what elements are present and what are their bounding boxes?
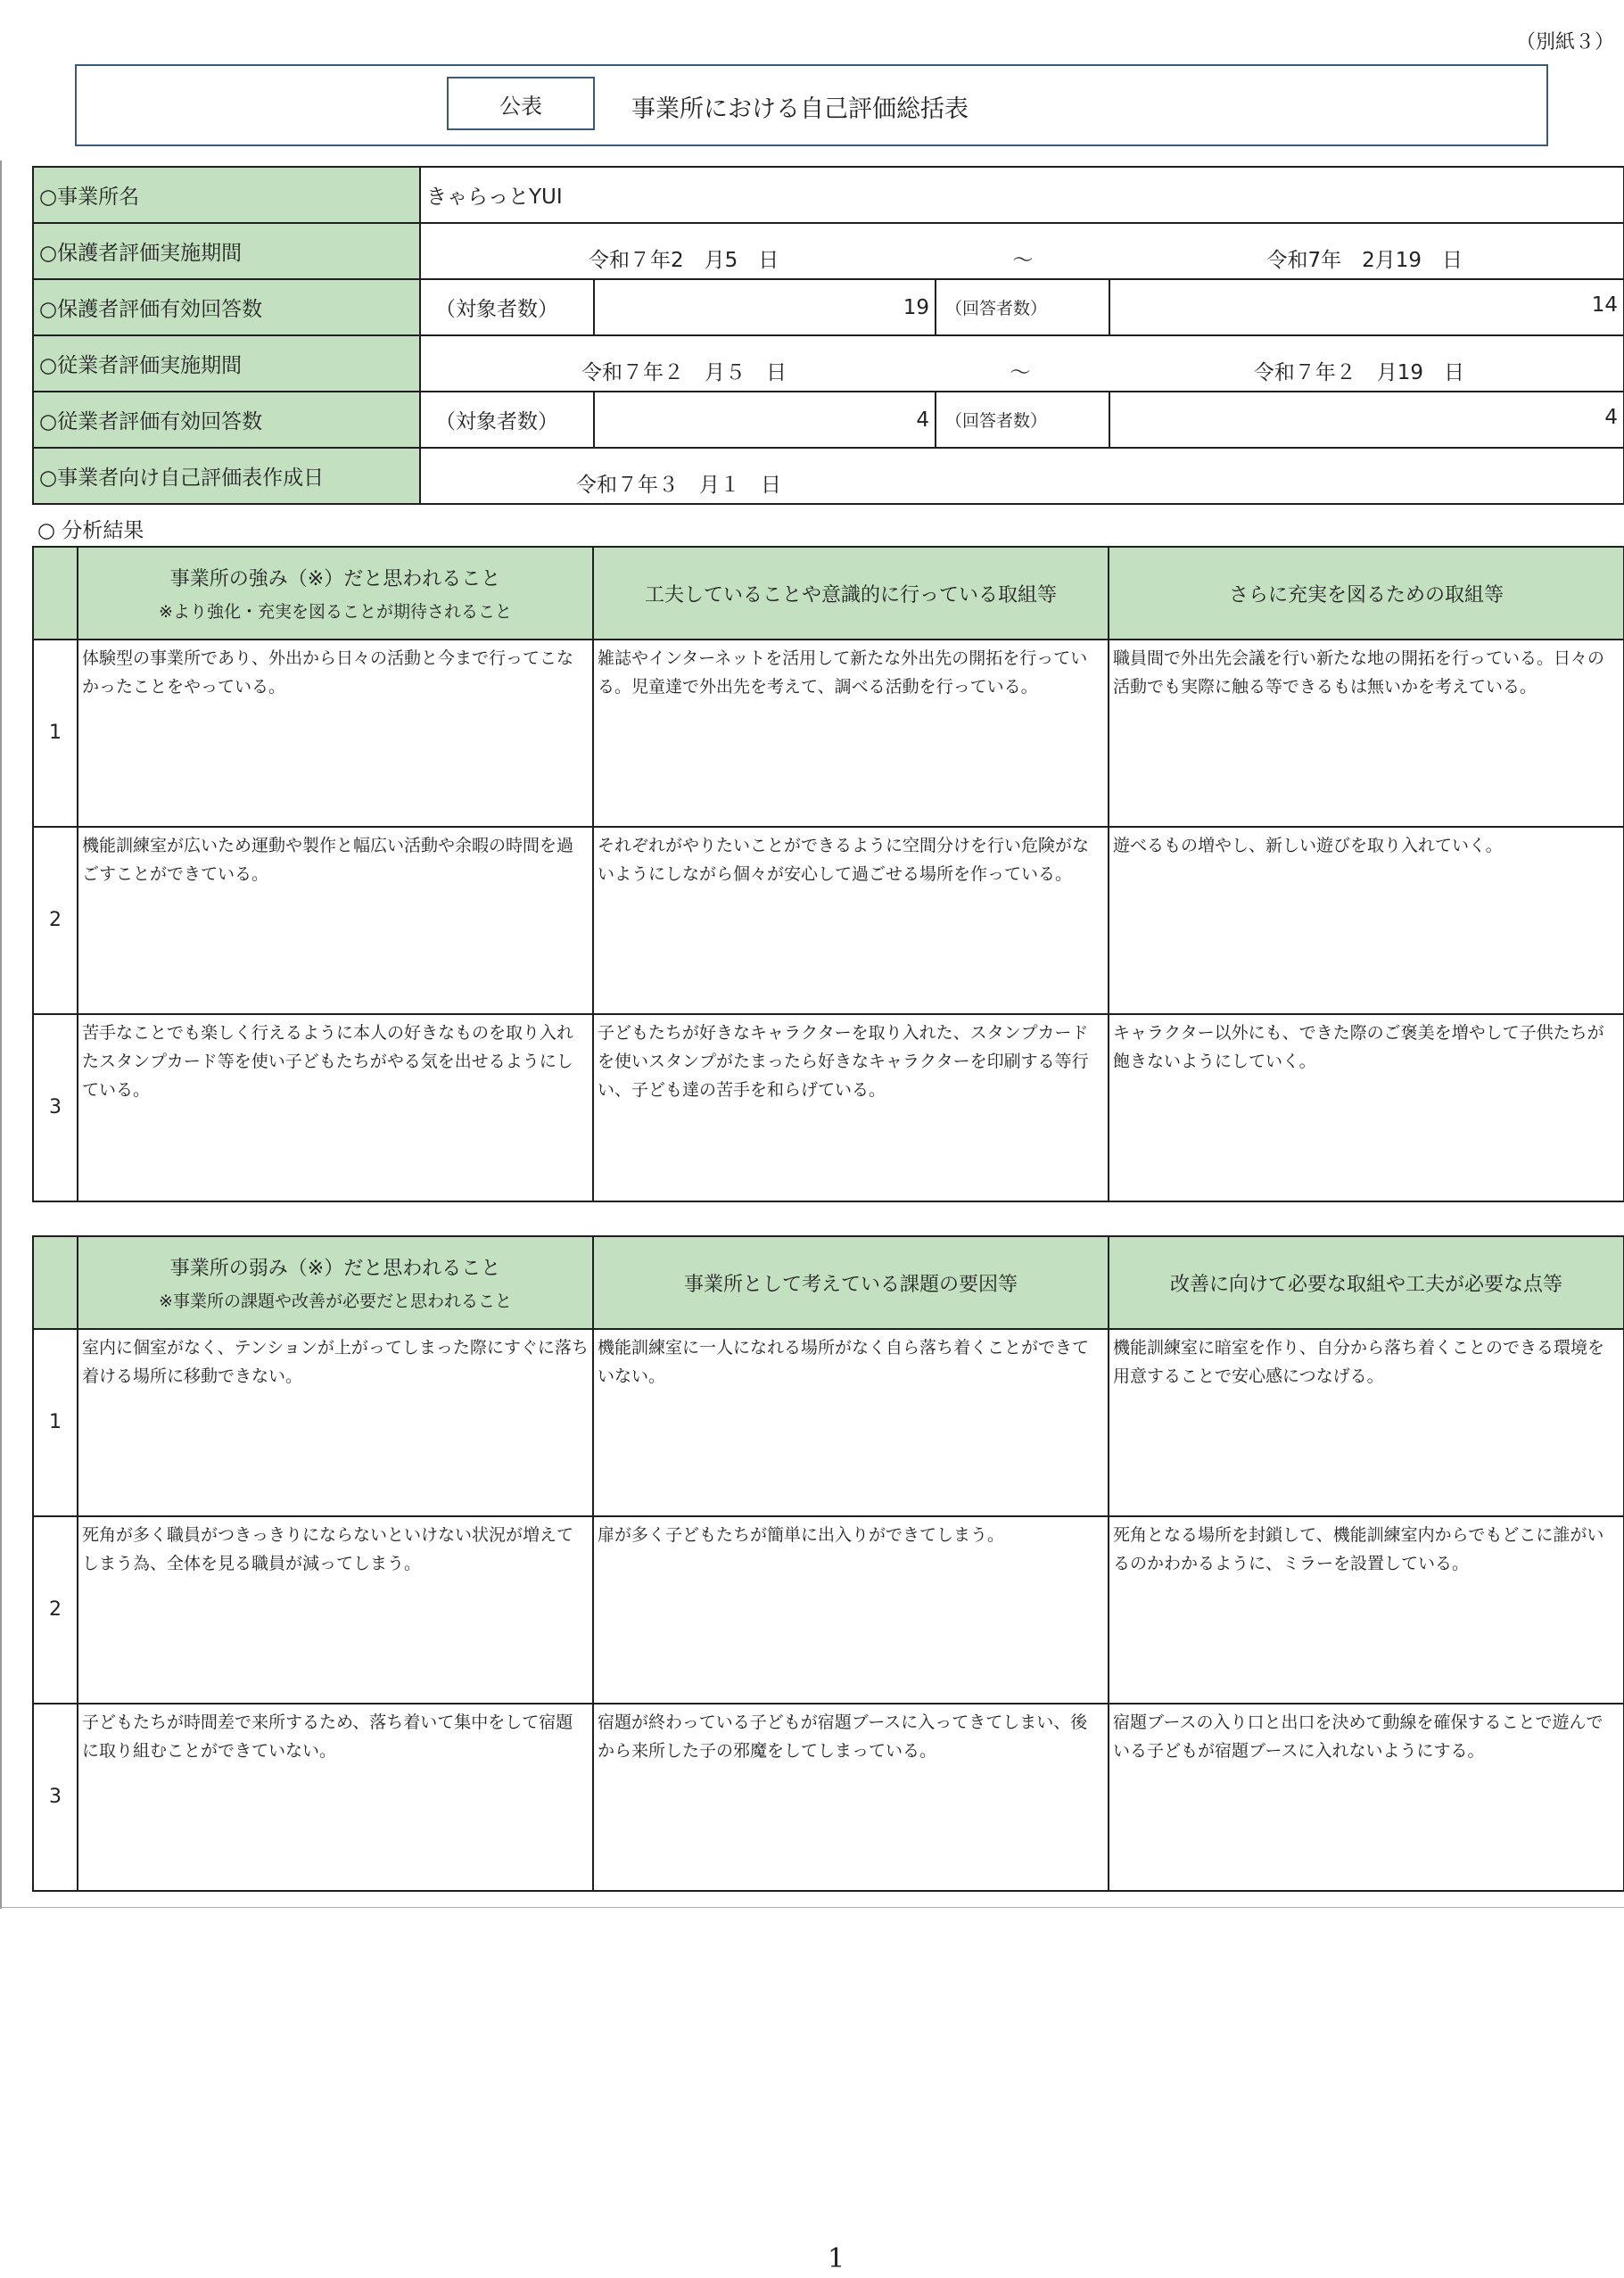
guardian-period-end: 令和7年 2月19 日 bbox=[1266, 249, 1463, 272]
effort-cell: それぞれがやりたいことができるように空間分けを行い危険がないようにしながら個々が安心して過ごせる場所を作っている。 bbox=[593, 827, 1109, 1014]
row-number: 2 bbox=[33, 827, 78, 1014]
row-number: 1 bbox=[33, 1329, 78, 1516]
weaknesses-header-row bbox=[33, 1236, 1624, 1329]
created-date-row bbox=[33, 448, 1624, 504]
attachment-label: （別紙３） bbox=[1516, 31, 1615, 54]
table-row bbox=[33, 827, 1624, 1014]
strengths-table bbox=[32, 546, 1624, 1202]
bottom-margin-line bbox=[0, 1907, 1624, 1908]
enhancement-cell: 職員間で外出先会議を行い新たな地の開拓を行っている。日々の活動でも実際に触る等できるもは無いかを考えている。 bbox=[1109, 640, 1624, 827]
guardian-period-row bbox=[33, 223, 1624, 279]
public-label: 公表 bbox=[447, 77, 595, 130]
strength-cell: 体験型の事業所であり、外出から日々の活動と今まで行ってこなかったことをやっている。 bbox=[78, 640, 593, 827]
row-number: 3 bbox=[33, 1704, 78, 1891]
guardian-responses-row bbox=[33, 279, 1624, 335]
staff-responses-row bbox=[33, 392, 1624, 448]
staff-period-separator: ～ bbox=[1010, 361, 1031, 384]
guardian-period-label: ○保護者評価実施期間 bbox=[33, 223, 420, 279]
left-margin-line bbox=[0, 161, 2, 1909]
guardian-responses-label: ○保護者評価有効回答数 bbox=[33, 279, 420, 335]
row-number: 3 bbox=[33, 1014, 78, 1201]
page-number: 1 bbox=[828, 2243, 845, 2274]
strengths-col3-title: さらに充実を図るための取組等 bbox=[1109, 547, 1624, 640]
guardian-respondent-value: 14 bbox=[1109, 279, 1624, 335]
strength-cell: 機能訓練室が広いため運動や製作と幅広い活動や余暇の時間を過ごすことができている。 bbox=[78, 827, 593, 1014]
guardian-period-value bbox=[420, 223, 1624, 279]
staff-respondent-label: （回答者数） bbox=[936, 392, 1109, 448]
effort-cell: 雑誌やインターネットを活用して新たな外出先の開拓を行っている。児童達で外出先を考えて、調べる活動を行っている。 bbox=[593, 640, 1109, 827]
guardian-period-separator: ～ bbox=[1012, 249, 1034, 272]
weaknesses-col1-title: 事業所の弱み（※）だと思われること bbox=[169, 1258, 501, 1280]
created-date-label: ○事業者向け自己評価表作成日 bbox=[33, 448, 420, 504]
strengths-col1-subtitle: ※より強化・充実を図ることが期待されること bbox=[159, 602, 512, 622]
row-number: 2 bbox=[33, 1516, 78, 1704]
improvement-cell: 宿題ブースの入り口と出口を決めて動線を確保することで遊んでいる子どもが宿題ブースに入れないようにする。 bbox=[1109, 1704, 1624, 1891]
strengths-col1-title: 事業所の強み（※）だと思われること bbox=[169, 568, 501, 590]
guardian-target-label: （対象者数） bbox=[420, 279, 594, 335]
improvement-cell: 機能訓練室に暗室を作り、自分から落ち着くことのできる環境を用意することで安心感につなげる。 bbox=[1109, 1329, 1624, 1516]
table-row bbox=[33, 1014, 1624, 1201]
staff-respondent-value: 4 bbox=[1109, 392, 1624, 448]
office-name-label: ○事業所名 bbox=[33, 167, 420, 223]
staff-period-value bbox=[420, 335, 1624, 392]
weaknesses-col1-subtitle: ※事業所の課題や改善が必要だと思われること bbox=[159, 1292, 512, 1311]
staff-period-row bbox=[33, 335, 1624, 392]
weaknesses-table bbox=[32, 1235, 1624, 1892]
table-row bbox=[33, 640, 1624, 827]
guardian-target-value: 19 bbox=[594, 279, 936, 335]
staff-period-end: 令和７年２ 月19 日 bbox=[1253, 361, 1465, 384]
weaknesses-col2-title: 事業所として考えている課題の要因等 bbox=[593, 1236, 1109, 1329]
weakness-cell: 子どもたちが時間差で来所するため、落ち着いて集中をして宿題に取り組むことができていない。 bbox=[78, 1704, 593, 1891]
weaknesses-header-no bbox=[33, 1236, 78, 1329]
staff-target-value: 4 bbox=[594, 392, 936, 448]
strengths-header-col1 bbox=[78, 547, 593, 640]
row-number: 1 bbox=[33, 640, 78, 827]
improvement-cell: 死角となる場所を封鎖して、機能訓練室内からでもどこに誰がいるのかわかるように、ミラーを設置している。 bbox=[1109, 1516, 1624, 1704]
table-row bbox=[33, 1516, 1624, 1704]
analysis-section-label: ○ 分析結果 bbox=[37, 519, 144, 542]
created-date-value: 令和７年３ 月１ 日 bbox=[420, 448, 1624, 504]
strength-cell: 苦手なことでも楽しく行えるように本人の好きなものを取り入れたスタンプカード等を使い子どもたちがやる気を出せるようにしている。 bbox=[78, 1014, 593, 1201]
office-name-row bbox=[33, 167, 1624, 223]
staff-period-start: 令和７年２ 月５ 日 bbox=[581, 361, 787, 384]
cause-cell: 宿題が終わっている子どもが宿題ブースに入ってきてしまい、後から来所した子の邪魔をしてしまっている。 bbox=[593, 1704, 1109, 1891]
strengths-header-row bbox=[33, 547, 1624, 640]
staff-target-label: （対象者数） bbox=[420, 392, 594, 448]
table-row bbox=[33, 1704, 1624, 1891]
guardian-period-start: 令和７年2 月5 日 bbox=[589, 249, 779, 272]
weakness-cell: 死角が多く職員がつきっきりにならないといけない状況が増えてしまう為、全体を見る職員が減ってしまう。 bbox=[78, 1516, 593, 1704]
enhancement-cell: 遊べるもの増やし、新しい遊びを取り入れていく。 bbox=[1109, 827, 1624, 1014]
table-row bbox=[33, 1329, 1624, 1516]
guardian-respondent-label: （回答者数） bbox=[936, 279, 1109, 335]
weaknesses-header-col1 bbox=[78, 1236, 593, 1329]
effort-cell: 子どもたちが好きなキャラクターを取り入れた、スタンプカードを使いスタンプがたまったら好きなキャラクターを印刷する等行い、子ども達の苦手を和らげている。 bbox=[593, 1014, 1109, 1201]
office-name-value: きゃらっとYUI bbox=[420, 167, 1624, 223]
weakness-cell: 室内に個室がなく、テンションが上がってしまった際にすぐに落ち着ける場所に移動できない。 bbox=[78, 1329, 593, 1516]
strengths-header-no bbox=[33, 547, 78, 640]
page-title: 事業所における自己評価総括表 bbox=[631, 95, 969, 123]
enhancement-cell: キャラクター以外にも、できた際のご褒美を増やして子供たちが飽きないようにしていく。 bbox=[1109, 1014, 1624, 1201]
staff-period-label: ○従業者評価実施期間 bbox=[33, 335, 420, 392]
weaknesses-col3-title: 改善に向けて必要な取組や工夫が必要な点等 bbox=[1109, 1236, 1624, 1329]
strengths-col2-title: 工夫していることや意識的に行っている取組等 bbox=[593, 547, 1109, 640]
info-table bbox=[32, 166, 1624, 505]
cause-cell: 扉が多く子どもたちが簡単に出入りができてしまう。 bbox=[593, 1516, 1109, 1704]
staff-responses-label: ○従業者評価有効回答数 bbox=[33, 392, 420, 448]
cause-cell: 機能訓練室に一人になれる場所がなく自ら落ち着くことができていない。 bbox=[593, 1329, 1109, 1516]
